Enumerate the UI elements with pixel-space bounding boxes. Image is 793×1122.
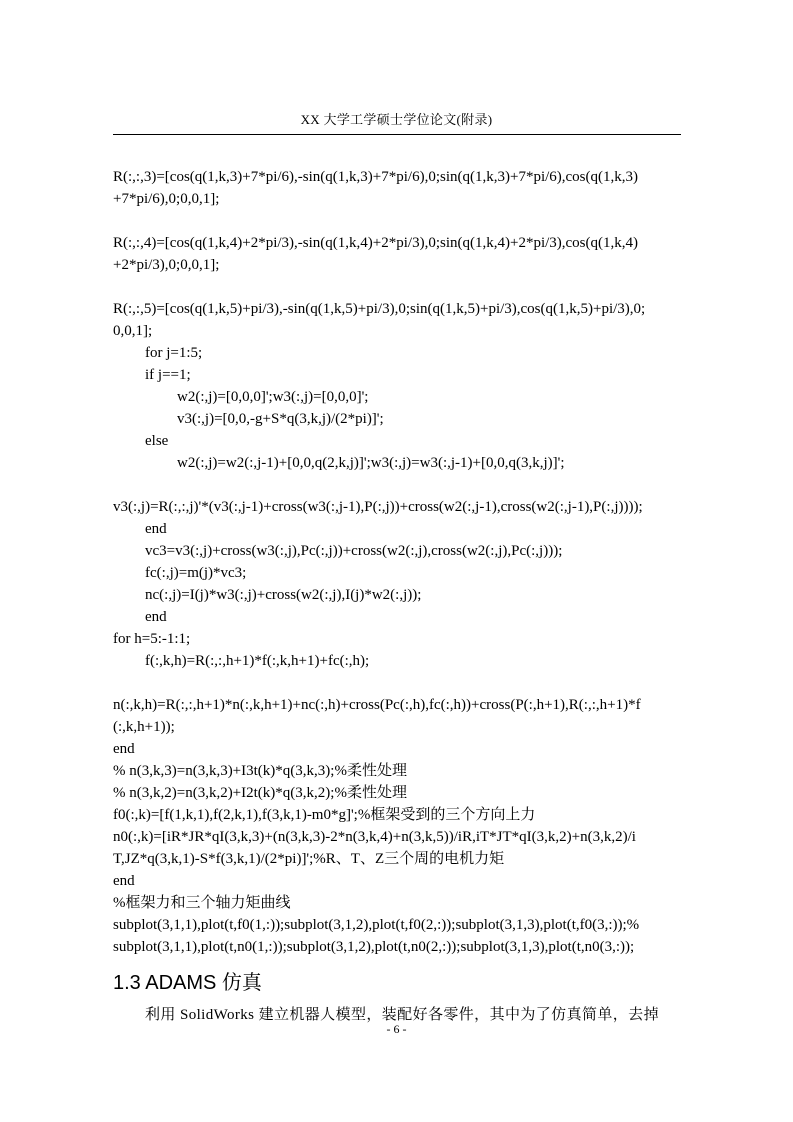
section-heading: 1.3 ADAMS 仿真 — [113, 972, 262, 994]
code-line: v3(:,j)=R(:,:,j)'*(v3(:,j-1)+cross(w3(:,j-1),P(:,j))+cross(w2(:,j-1),cross(w2(:,j-1),P(:,j)))); — [113, 499, 643, 515]
code-line: end — [113, 873, 135, 889]
code-line: +7*pi/6),0;0,0,1]; — [113, 191, 220, 207]
code-line: (:,k,h+1)); — [113, 719, 175, 735]
code-line: R(:,:,4)=[cos(q(1,k,4)+2*pi/3),-sin(q(1,k,4)+2*pi/3),0;sin(q(1,k,4)+2*pi/3),cos(q(1,k,4) — [113, 235, 639, 251]
code-line: vc3=v3(:,j)+cross(w3(:,j),Pc(:,j))+cross(w2(:,j),cross(w2(:,j),Pc(:,j))); — [145, 543, 563, 559]
document-body — [113, 166, 683, 1028]
code-line: n(:,k,h)=R(:,:,h+1)*n(:,k,h+1)+nc(:,h)+cross(Pc(:,h),fc(:,h))+cross(P(:,h+1),R(:,:,h+1)*f — [113, 697, 641, 713]
blank-line — [113, 474, 683, 496]
code-line: w2(:,j)=[0,0,0]';w3(:,j)=[0,0,0]'; — [177, 389, 369, 405]
page-number: - 6 - — [386, 1022, 407, 1036]
code-line: f(:,k,h)=R(:,:,h+1)*f(:,k,h+1)+fc(:,h); — [145, 653, 370, 669]
code-line: if j==1; — [145, 367, 191, 383]
header-rule — [113, 134, 681, 135]
code-line: T,JZ*q(3,k,1)-S*f(3,k,1)/(2*pi)]';%R、T、Z三个周的电机力矩 — [113, 851, 505, 867]
code-line: 0,0,1]; — [113, 323, 153, 339]
code-line: nc(:,j)=I(j)*w3(:,j)+cross(w2(:,j),I(j)*w2(:,j)); — [145, 587, 422, 603]
blank-line — [113, 276, 683, 298]
code-line: end — [113, 741, 135, 757]
code-line: R(:,:,3)=[cos(q(1,k,3)+7*pi/6),-sin(q(1,k,3)+7*pi/6),0;sin(q(1,k,3)+7*pi/6),cos(q(1,k,3) — [113, 169, 639, 185]
code-line: w2(:,j)=w2(:,j-1)+[0,0,q(2,k,j)]';w3(:,j)=w3(:,j-1)+[0,0,q(3,k,j)]'; — [177, 455, 565, 471]
code-line: f0(:,k)=[f(1,k,1),f(2,k,1),f(3,k,1)-m0*g]';%框架受到的三个方向上力 — [113, 807, 536, 823]
code-line: n0(:,k)=[iR*JR*qI(3,k,3)+(n(3,k,3)-2*n(3,k,4)+n(3,k,5))/iR,iT*JT*qI(3,k,2)+n(3,k,2)/i — [113, 829, 636, 845]
code-line: end — [145, 609, 167, 625]
code-line: +2*pi/3),0;0,0,1]; — [113, 257, 220, 273]
body-paragraph: 利用 SolidWorks 建立机器人模型，装配好各零件，其中为了仿真简单，去掉 — [145, 1007, 659, 1023]
code-line: fc(:,j)=m(j)*vc3; — [145, 565, 247, 581]
code-line: end — [145, 521, 167, 537]
code-line: else — [145, 433, 169, 449]
blank-line — [113, 210, 683, 232]
code-line: R(:,:,5)=[cos(q(1,k,5)+pi/3),-sin(q(1,k,5)+pi/3),0;sin(q(1,k,5)+pi/3),cos(q(1,k,5)+pi/3),0; — [113, 301, 646, 317]
code-comment-line: % n(3,k,3)=n(3,k,3)+I3t(k)*q(3,k,3);%柔性处理 — [113, 763, 407, 779]
code-line: for j=1:5; — [145, 345, 203, 361]
running-header: XX 大学工学硕士学位论文(附录) — [300, 112, 493, 127]
code-line: v3(:,j)=[0,0,-g+S*q(3,k,j)/(2*pi)]'; — [177, 411, 384, 427]
code-line: subplot(3,1,1),plot(t,f0(1,:));subplot(3,1,2),plot(t,f0(2,:));subplot(3,1,3),plot(t,f0(3,:));% — [113, 917, 640, 933]
code-comment-line: % n(3,k,2)=n(3,k,2)+I2t(k)*q(3,k,2);%柔性处理 — [113, 785, 407, 801]
code-line: subplot(3,1,1),plot(t,n0(1,:));subplot(3,1,2),plot(t,n0(2,:));subplot(3,1,3),plot(t,n0(3,:)); — [113, 939, 635, 955]
blank-line — [113, 672, 683, 694]
code-comment-line: %框架力和三个轴力矩曲线 — [113, 895, 291, 911]
code-line: for h=5:-1:1; — [113, 631, 191, 647]
